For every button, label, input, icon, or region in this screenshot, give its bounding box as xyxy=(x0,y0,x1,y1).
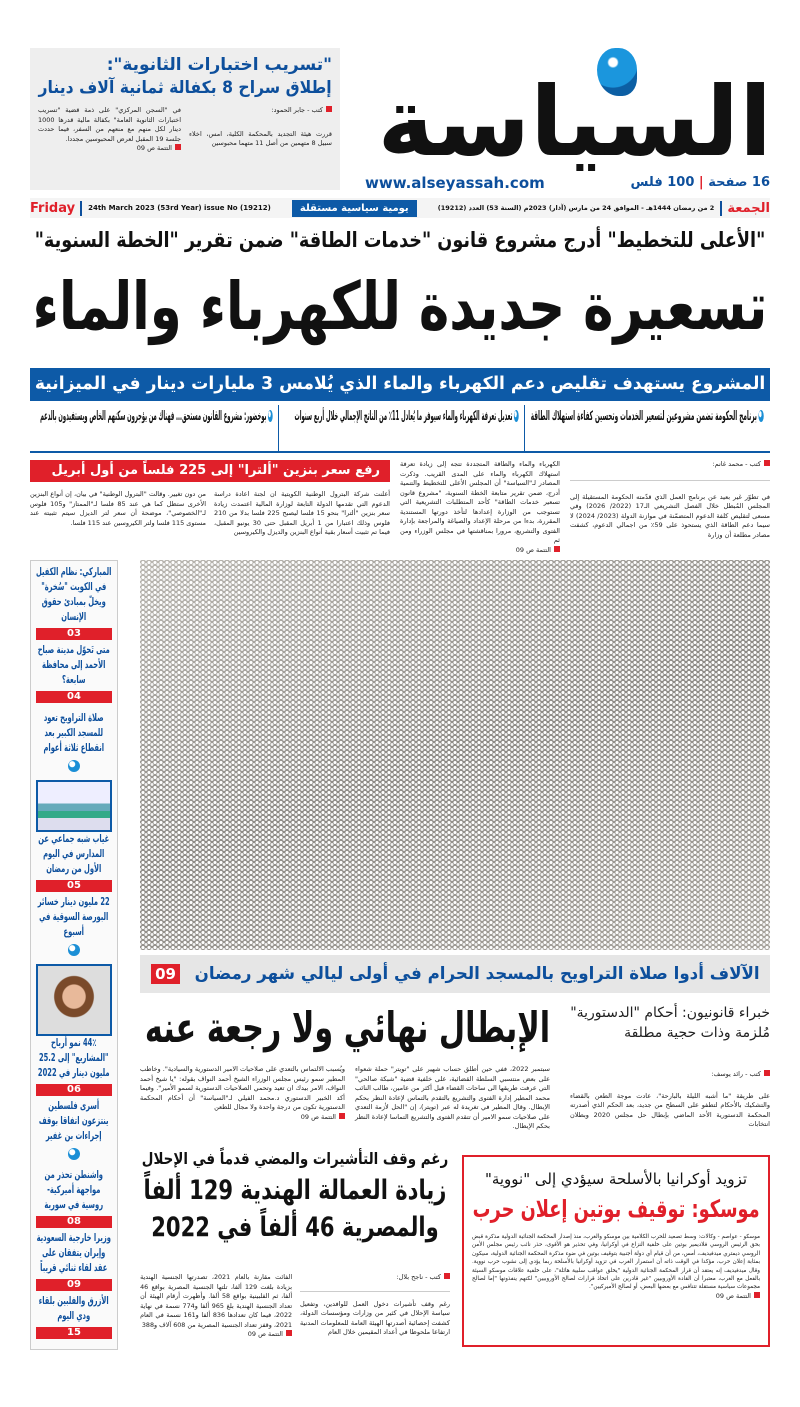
labor-headline[interactable]: زيادة العمالة الهندية 129 ألفاً والمصرية 46 ألفاً في 2022 xyxy=(143,1175,447,1243)
labor-kicker: رغم وقف التأشيرات والمضي قدماً في الإحلال xyxy=(141,1149,449,1168)
petrol-title-text: رفع سعر بنزين "ألترا" إلى 225 فلساً من أول أبريل xyxy=(51,463,380,478)
globe-icon xyxy=(267,410,272,422)
petrol-title[interactable] xyxy=(30,460,390,482)
caption-page-number[interactable]: 09 xyxy=(151,964,180,984)
moscow-box xyxy=(462,1155,770,1347)
subhead-1: برنامج الحكومة تضمن مشروعين لتسعير الخدمات وتحسين كفاءة استهلاك الطاقة xyxy=(531,405,764,427)
website-url[interactable]: www.alseyassah.com xyxy=(365,174,545,192)
globe-icon xyxy=(68,760,80,772)
petrol-text-2: من دون تغيير. وقالت "البترول الوطنية" في بيان، إن أنواع البنزين الأخرى ستظل كما هي عند 85 فلسا لـ"الممتاز" و105 فلوس لـ"الخصوصي"، موضحة أن سعر لتر الديزل سيتم تثبيته عند مستوى 115 فلسا ولتر الكيروسين عند 115 فلسا. xyxy=(30,490,207,527)
moscow-continue[interactable]: التتمة ص 09 xyxy=(472,1292,760,1302)
classroom-photo xyxy=(36,780,112,832)
teaser-text-2: في "السجن المركزي" على ذمة قضية "تسريب اختبارات الثانوية العامة" بكفالة مالية قدرها 1000 دينار لكل منهم مع منعهم من السفر، فيما حددت جلسة 19 المقبل لعرض المحبوسين مجددا. xyxy=(38,106,181,143)
lead-author: كتب - محمد غانم: xyxy=(570,460,770,481)
subhead-3: بوخضور: مشروع القانون مستحق... فهناك من يؤجرون سكنهم الخاص ويستفيدون بالدعم xyxy=(39,405,272,427)
court-headline[interactable]: الإبطال نهائي ولا رجعة عنه xyxy=(144,1003,551,1052)
sidebar-item[interactable]: المباركي: نظام الكفيل في الكويت "سُخرة" ويخلّ بمبادئ حقوق الإنسان 03 xyxy=(36,566,112,639)
sidebar-item[interactable]: أسرى فلسطين ينتزعون اتفاقا بوقف إجراءات بن غفير xyxy=(36,1099,112,1168)
teaser-continue[interactable]: التتمة ص 09 xyxy=(38,144,181,154)
sidebar-item[interactable]: واشنطن تحذر من مواجهة أميركية- روسية في سورية 08 xyxy=(36,1168,112,1228)
portrait-photo xyxy=(36,964,112,1036)
date-arabic: 2 من رمضان 1444هـ - الموافق 24 من مارس (آذار) 2023م (السنة 53) العدد (19212) xyxy=(437,204,715,212)
day-english: Friday xyxy=(30,201,82,216)
lead-continue[interactable]: التتمة ص 09 xyxy=(400,546,560,556)
teaser-author: كتب - جابر الحمود: xyxy=(189,106,332,116)
lead-bar xyxy=(30,368,770,401)
logo-wordmark: السياسة xyxy=(377,66,772,178)
caption-text: الآلاف أدوا صلاة التراويح بالمسجد الحرام في أولى ليالي شهر رمضان xyxy=(195,964,760,984)
sidebar xyxy=(30,560,118,1350)
subhead-2: تعديل تعرفة الكهرباء والماء سيوفر ما يُعادل 11٪ من الناتج الإجمالي خلال أربع سنوات xyxy=(285,405,518,427)
teaser-kicker: "تسريب اختبارات الثانوية": xyxy=(106,55,332,75)
lead-text-1: في تطوّر غير بعيد عن برنامج العمل الذي قدّمته الحكومة المستقيلة إلى المجلس المُبطل خلال الفصل التشريعي الـ17 (2022/ 2026) وفي مسعى لتقليص كلفة الدعوم المتضمّنة في موازنة الدولة (2023/ 2024) لا سيما دعم الطاقة الذي يستحوذ على 59٪ من اجمالي الدعوم، كشفت مصادر مطلعة أن وزارة xyxy=(570,492,770,539)
teaser-title: إطلاق سراح 8 بكفالة ثمانية آلاف دينار xyxy=(38,78,332,98)
globe-icon xyxy=(513,410,518,422)
photo-caption xyxy=(140,955,770,993)
sidebar-item[interactable]: متى تَحوّل مدينة صباح الأحمد إلى محافظة سابعة؟ 04 xyxy=(37,644,111,702)
date-english: 24th March 2023 (53rd Year) issue No (19212) xyxy=(88,204,271,212)
court-text-3: ويُسبب الالتماس بالتعدي على صلاحيات الامير الدستورية والسيادية". وخاطب المطير سمو رئيس مجلس الوزراء الشيخ أحمد النواف بقوله: "يا شيخ أحمد النواف، الامر بيدك ان تعيد وتحمي الصلاحيات الدستورية لسمو الأمير". وفيما أكد الخبير الدستوري د.محمد الفيلي لـ"السياسة" أن أحكام المحكمة الدستورية تكون من درجة واحدة ولا مجال للطعن xyxy=(140,1065,345,1111)
teaser-box[interactable] xyxy=(30,48,340,190)
day-arabic: الجمعة xyxy=(720,201,770,216)
moscow-kicker: تزويد أوكرانيا بالأسلحة سيؤدي إلى "نووية" xyxy=(484,1170,748,1188)
petrol-text-1: أعلنت شركة البترول الوطنية الكويتية ان لجنة اعادة دراسة الدعوم التي تقدمها الدولة التابعة لوزارة المالية اعتمدت زيادة سعر بنزين "ألترا" بنحو 15 فلسا ليصبح 225 فلسا بدلا من 210 فلوس وذلك اعتبارا من 1 أبريل المقبل حتى 30 يونيو المقبل، فيما تم تثبيت أسعار بقية أنواع البنزين والديزل والكيروسين xyxy=(214,490,390,536)
globe-icon xyxy=(68,944,80,956)
sidebar-item[interactable]: صلاة التراويح تعود للمسجد الكبير بعد انقطاع ثلاثة أعوام xyxy=(36,711,112,780)
lead-kicker: "الأعلى للتخطيط" أدرج مشروع قانون "خدمات الطاقة" ضمن تقرير "الخطة السنوية" xyxy=(34,228,766,252)
labor-author: كتب - ناجح بلال: xyxy=(300,1273,450,1292)
sidebar-item[interactable]: الأزرق والفلبين بلقاء ودي اليوم 15 xyxy=(36,1294,112,1339)
court-kicker: خبراء قانونيون: أحكام "الدستورية" مُلزمة وذات حجية مطلقة xyxy=(570,1005,770,1041)
sidebar-item[interactable]: وزيرا خارجية السعودية وإيران يتفقان على عقد لقاء ثنائي قريباً 09 xyxy=(36,1232,112,1290)
teaser-text-1: قررت هيئة التجديد بالمحكمة الكلية، امس، اخلاء سبيل 8 متهمين من أصل 11 متهما محبوسين xyxy=(189,129,332,147)
court-author: كتب - رائد يوسف: xyxy=(570,1070,770,1080)
globe-icon xyxy=(759,410,764,422)
labor-text-2: الفائت مقارنة بالعام 2021، تصدرتها الجنسية الهندية بزيادة بلغت 129 ألفا، تلتها الجنسية المصرية بواقع 46 ألفا، ثم الفلبينية بواقع 58 ألفا. وأظهرت أرقام الهيئة أن تعداد الجنسية الهندية بلغ 965 ألفا و774 نسمة في نهاية 2022، فيما كان تعدادها 836 ألفا و161 نسمة في العام 2021، وقفز تعداد الجنسية المصرية من 608 آلاف و388 xyxy=(140,1273,293,1329)
lead-subheads xyxy=(30,405,770,453)
sidebar-item[interactable]: غياب شبه جماعي عن المدارس في اليوم الأول من رمضان 05 xyxy=(36,832,112,892)
sidebar-item[interactable]: 44٪ نمو أرباح "المشاريع" إلى 25.2 مليون دينار في 2022 06 xyxy=(36,1036,112,1096)
globe-icon xyxy=(68,1148,80,1160)
lead-bar-text: المشروع يستهدف تقليص دعم الكهرباء والماء الذي يُلامس 3 مليارات دينار في الميزانية xyxy=(34,374,766,394)
moscow-text: موسكو - عواصم - وكالات: وسط تصعيد للحرب الكلامية بين موسكو والغرب، منذ إصدار المحكمة الجنائية الدولية مذكرة قبض بحق الرئيس الروسي فلاديمير بوتين على خلفية النزاع في أوكرانيا، وفي تحذير هو الأقوى، حذر نائب رئيس مجلس الأمن الروسي ديمتري ميدفيديف، أمس، من أن قيام أي دولة أجنبية بتوقيف بوتين في ضوء مذكرة المحكمة الجنائية الدولية، سيكون بمثابة إعلان حرب، مؤكدا في الوقت ذاته أن استمرار الغرب في تزويد أوكرانيا بالأسلحة ربما يؤدي إلى نشوب حرب نووية. وقال ميدفيديف إنه يعتقد أن قرار المحكمة الجنائية الدولية "يخلق عواقب سلبية هائلة"، على خلفية علاقات موسكو السيئة بالفعل مع الغرب، معتبرا أن القادة الأوروبيين "غير قادرين على اتخاذ قرارات لصالح الأوروبيين" لكنهم ينفذونها "إما لصالح مجموعات سياسية مستقلة تتنافس مع بعضها البعض، أو لصالح الأميركيين". xyxy=(472,1234,760,1291)
court-text-1: على طريقة "ما أشبه الليلة بالبارحة"، عادت موجة الطعن بالقضاء والتشكيك بالأحكام لتطفو على السطح من جديد، بعد الحكم الذي أصدرته المحكمة الدستورية الأحد الماضي بإبطال حل مجلس 2020 وبطلان انتخابات xyxy=(570,1091,771,1128)
price-pages: 16 صفحة | 100 فلس xyxy=(630,175,770,190)
lead-text-2: الكهرباء والماء والطاقة المتجددة تتجه إلى زيادة تعرفة استهلاك الكهرباء والماء على المدى القريب. وذكرت المصادر لـ"السياسة" أن المجلس الأعلى للتخطيط والتنمية أدرج، ضمن تقرير متابعة الخطة السنوية، "مشروع قانون تسعير خدمات الطاقة" كأحد المتطلبات التشريعية التي تستوجب من الوزارة إعدادها لتأخذ دورتها المستندية المقررة، بدءا من مرحلة الإعداد والصياغة والمراجعة بإدارة الفتوى والتشريع، مرورا بمناقشتها في مجلس الوزراء ومن ثم xyxy=(400,460,560,544)
court-text-2: سبتمبر 2022، ففي حين أطلق حساب شهير على "تويتر" حملة شعواء على بعض منتسبي السلطة القضائية، على خلفية قضية "شبكة صالحي" التي عرفت طريقها الى ساحات القضاء قبل أكثر من عامين، طالب النائب محمد المطير إدارة الفتوى والتشريع بالتقدم بالتماس لإعادة النظر بحكم الإبطال. وقال المطير في تغريدة له عبر (تويتر)، إن "الحل لأزمة التعدي على صلاحيات سمو الامير أن تتقدم الفتوى والتشريع التماسا لإعادة النظر بحكم الإبطال. xyxy=(355,1065,550,1130)
labor-continue[interactable]: التتمة ص 09 xyxy=(140,1330,292,1340)
lead-headline[interactable]: تسعيرة جديدة للكهرباء والماء xyxy=(32,268,768,345)
labor-text-1: رغم وقف تأشيرات دخول العمل للوافدين، وتفعيل سياسة الإحلال في كثير من وزارات ومؤسسات الدولة، كشفت إحصائية أصدرتها الهيئة العامة للمعلومات المدنية ارتفاعا ملحوظا في أعداد المقيمين خلال العام xyxy=(300,1299,450,1336)
date-bar xyxy=(30,198,770,218)
moscow-headline[interactable]: موسكو: توقيف بوتين إعلان حرب xyxy=(472,1195,760,1223)
sidebar-item[interactable]: 22 مليون دينار خسائر البورصة السوقية في أسبوع xyxy=(36,895,112,964)
court-continue[interactable]: التتمة ص 09 xyxy=(140,1113,345,1123)
slogan: يومية سياسية مستقلة xyxy=(292,200,417,217)
mosque-photo xyxy=(140,560,770,950)
logo xyxy=(360,48,772,178)
